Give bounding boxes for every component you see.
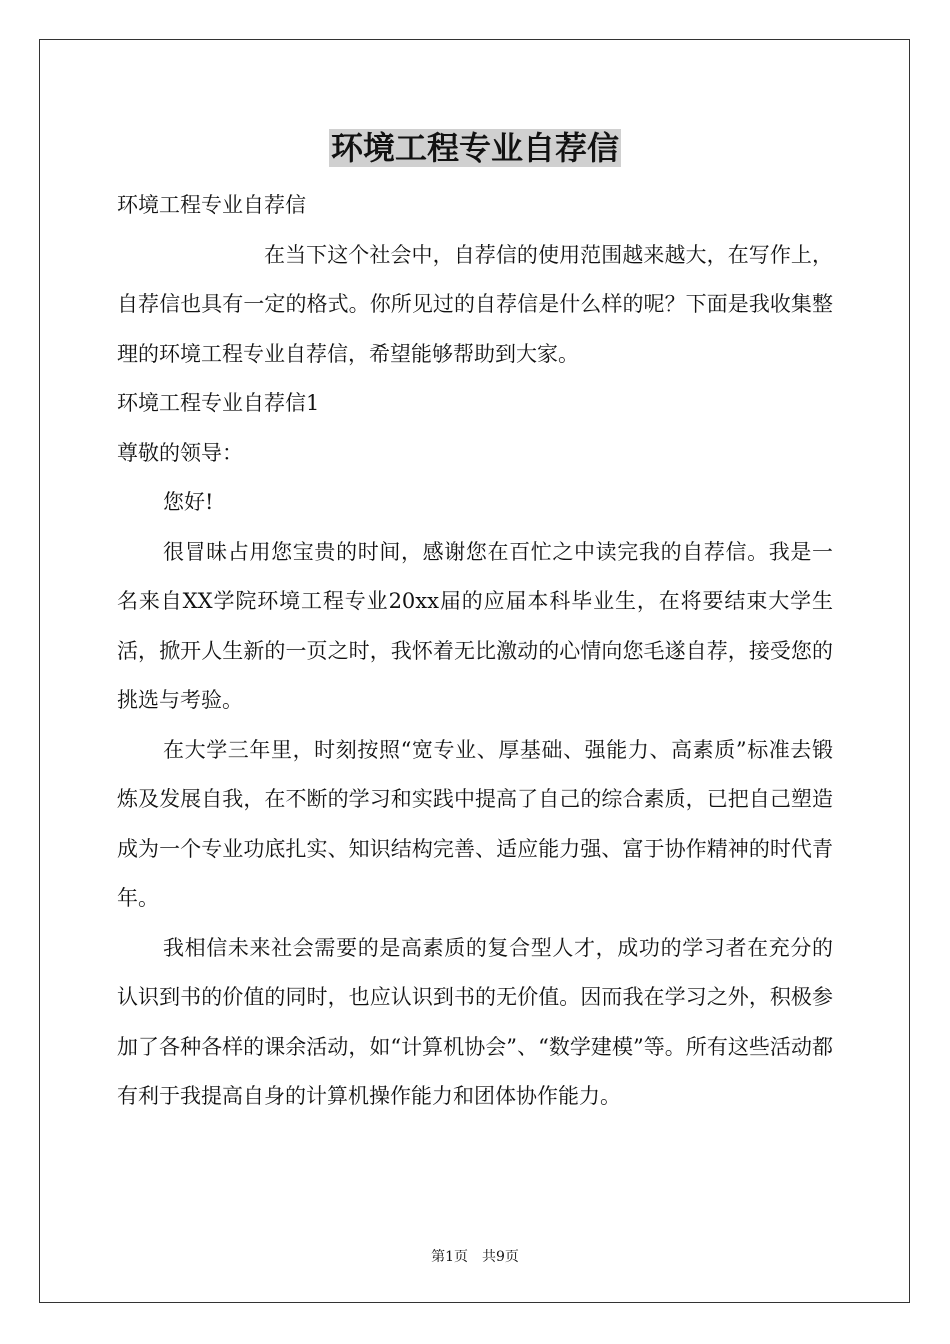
body-paragraph: 很冒昧占用您宝贵的时间，感谢您在百忙之中读完我的自荐信。我是一名来自XX学院环境工程专业20xx届的应届本科毕业生，在将要结束大学生活，掀开人生新的一页之时，我怀着无比激动的心情向您毛遂自荐，接受您的挑选与考验。 bbox=[117, 539, 833, 712]
section-heading: 环境工程专业自荐信1 bbox=[117, 391, 320, 415]
body-paragraph: 在大学三年里，时刻按照“宽专业、厚基础、强能力、高素质”标准去锻炼及发展自我，在不断的学习和实践中提高了自己的综合素质，已把自己塑造成为一个专业功底扎实、知识结构完善、适应能力强、富于协作精神的时代青年。 bbox=[117, 737, 833, 910]
page-footer bbox=[0, 1247, 950, 1267]
document-subtitle: 环境工程专业自荐信 bbox=[117, 193, 306, 217]
salutation: 尊敬的领导： bbox=[117, 440, 243, 465]
body-paragraph: 我相信未来社会需要的是高素质的复合型人才，成功的学习者在充分的认识到书的价值的同时，也应认识到书的无价值。因而我在学习之外，积极参加了各种各样的课余活动，如“计算机协会”、“数学建模”等。所有这些活动都有利于我提高自身的计算机操作能力和团体协作能力。 bbox=[117, 935, 833, 1108]
intro-paragraph: 在当下这个社会中，自荐信的使用范围越来越大，在写作上，自荐信也具有一定的格式。你所见过的自荐信是什么样的呢？下面是我收集整理的环境工程专业自荐信，希望能够帮助到大家。 bbox=[117, 242, 833, 366]
document-body bbox=[117, 181, 833, 1122]
document-title-text: 环境工程专业自荐信 bbox=[330, 129, 619, 167]
greeting: 您好! bbox=[163, 490, 214, 514]
page-number: 第1页 bbox=[431, 1249, 468, 1265]
document-title bbox=[0, 127, 950, 169]
page-total: 共9页 bbox=[482, 1249, 519, 1265]
